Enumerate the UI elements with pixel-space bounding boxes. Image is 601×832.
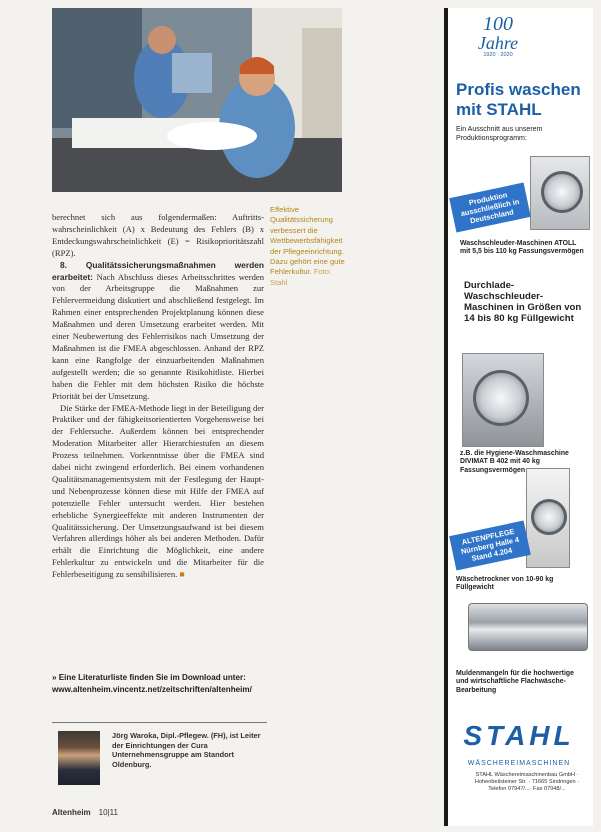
literature-note[interactable]: » Eine Literaturliste finden Sie im Download unter: www.altenheim.vincentz.net/zeitschriften/altenheim/ — [52, 673, 252, 694]
washer-door-icon — [541, 171, 583, 213]
author-bio: Jörg Waroka, Dipl.-Pflegew. (FH), ist Leiter der Einrichtungen der Cura Unternehmensgruppe am Standort Oldenburg. — [112, 731, 261, 769]
mangle-image — [468, 603, 588, 651]
end-mark: ■ — [179, 569, 185, 580]
laundry-workers-photo — [52, 8, 342, 192]
caption-text: Effektive Qualitätssicherung verbessert die Wettbewerbsfähigkeit der Pflegeeinrichtung. Dazu gehört eine gute Fehlerkultur. — [270, 205, 345, 277]
anniversary-badge — [458, 14, 538, 58]
anniversary-word: Jahre — [477, 33, 519, 53]
ad-text-durchlade: Durchlade-Waschschleuder-Maschinen in Größen von 14 bis 80 kg Füllgewicht — [464, 280, 582, 324]
photo-credit: Foto: Stahl — [270, 267, 332, 287]
stahl-logo: STAHL — [463, 720, 575, 751]
dryer-door-icon — [531, 499, 567, 535]
stahl-address: STAHL Wäschereimaschinenbau GmbH · Hohenbeilsteiner Str. · 71665 Sindringen · Telefon 07947/...· Fax 07948/... — [474, 772, 580, 793]
anniversary-number: 100 — [483, 13, 513, 35]
conclusion-text: Die Stärke der FMEA-Methode liegt in der Beteiligung der Praktiker und der fähigkeitsorientierten Vorgehensweise bei der Fehlersuche. Außerdem können bei entsprechender Moderation Mitarbeiter aller Hierarchiestufen an diesem Prozess teilnehmen. Vorkenntnisse über die FMEA sind dabei nicht zwingend erforderlich. Bei einem vorhandenen Qualitätsmanagementsystem mit der Festlegung der Haupt- und Nebenprozesse können diese mit Hilfe der FMEA auf potenzielle Fehler untersucht werden. Hier bestehen erhebliche Synergieeffekte mit anderen Instrumenten der Qualitätssicherung. Der Umsetzungsaufwand ist bei diesem Verfahren allerdings höher als bei anderen Methoden. Dafür erhält die Einrichtung die Möglichkeit, eine andere Fehlerkultur zu entwickeln und die Mitarbeiter für die Fehlerbeseitigung zu sensibilisieren. — [52, 402, 264, 580]
author-portrait — [58, 731, 100, 785]
atoll-washer-image — [530, 156, 590, 230]
article-paragraph-1: berechnet sich aus folgendermaßen: Auftritts-wahrscheinlichkeit (A) x Bedeutung des Fehlers (B) x Entdeckungswahrscheinlichkeit (E) = Risikoprioritätszahl (RPZ). — [52, 212, 264, 258]
page-footer — [52, 808, 118, 817]
step-text: Nach Abschluss dieses Arbeitsschrittes werden von der Arbeitsgruppe die Maßnahmen zur Fehlervermeidung diskutiert und abschließend festgelegt. Im Rahmen einer entsprechenden Projektplanung können diese Maßnahmen und deren Umsetzung erarbeitet werden. Mit einer Neubewertung des Fehlerrisikos nach Umsetzung der Maßnahmen ist die FMEA abgeschlossen. Anhand der RPZ kann eine Rangfolge der einzuarbeitenden Maßnahmen aufgestellt werden; die so genannte Risikohitliste. Hierbei haben die Fehler mit dem höchsten Risiko die höchste Priorität bei der Umsetzung. — [52, 271, 264, 401]
author-box — [52, 722, 267, 791]
article-paragraph-3 — [52, 403, 264, 582]
ad-text-dryer: Wäschetrockner von 10-90 kg Füllgewicht — [456, 576, 554, 592]
journal-name: Altenheim — [52, 808, 91, 817]
ad-headline: Profis waschen mit STAHL — [456, 80, 581, 119]
stahl-advertisement[interactable] — [444, 8, 593, 826]
made-in-germany-badge: Produktion ausschließlich in Deutschland — [449, 182, 531, 232]
washer-door-icon — [473, 370, 529, 426]
trade-fair-badge: ALTENPFLEGE Nürnberg Halle 4 Stand 4.204 — [449, 520, 531, 570]
ad-subheadline: Ein Ausschnitt aus unserem Produktionsprogramm: — [456, 126, 543, 142]
photo-caption — [270, 205, 346, 288]
anniversary-years: 1920 · 2020 — [483, 52, 513, 58]
issue-number: 10|11 — [98, 808, 118, 817]
ad-text-mangle: Muldenmangeln für die hochwertige und wirtschaftliche Flachwäsche-Bearbeitung — [456, 670, 574, 694]
step-heading: 8. Qualitätssicherungsmaßnahmen werden erarbeitet: — [52, 259, 264, 282]
ad-text-atoll: Waschschleuder-Maschinen ATOLL mit 5,5 bis 110 kg Fassungsvermögen — [460, 240, 584, 256]
article-body — [52, 212, 264, 581]
article-paragraph-2 — [52, 260, 264, 403]
article-photo — [52, 8, 342, 192]
durchlade-washer-image — [462, 353, 544, 447]
stahl-logo-subtitle: WÄSCHEREIMASCHINEN — [467, 760, 571, 767]
dryer-image — [526, 468, 570, 568]
ad-text-divimat: z.B. die Hygiene-Waschmaschine DIVIMAT B 402 mit 40 kg Fassungsvermögen — [460, 450, 569, 474]
